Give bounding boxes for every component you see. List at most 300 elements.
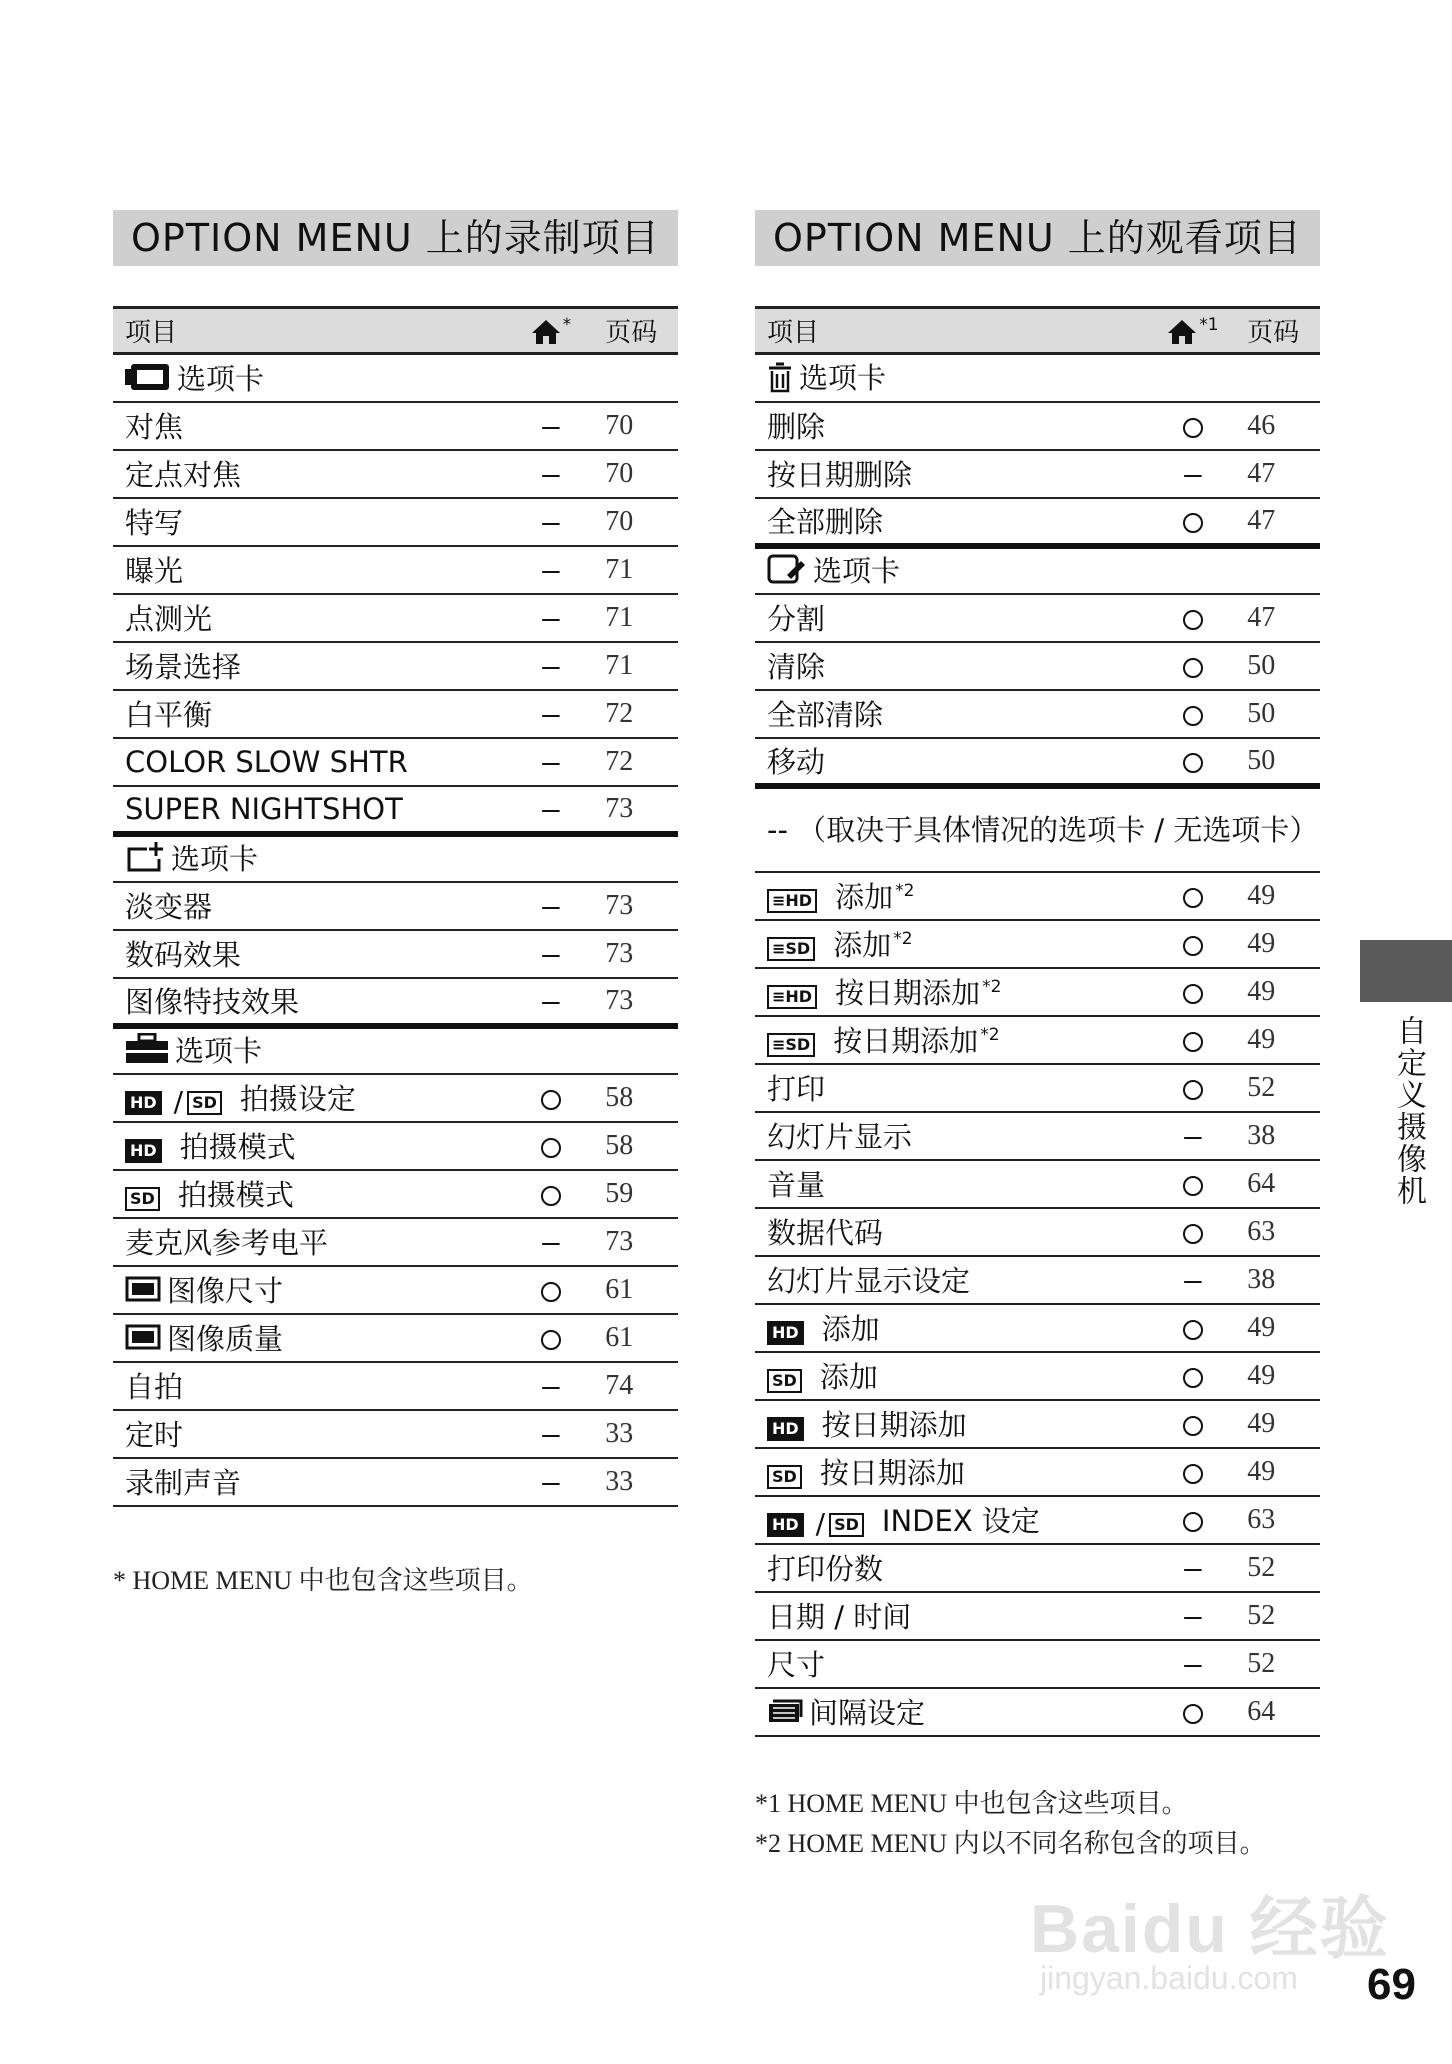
footnote-ref: *2 <box>893 929 913 950</box>
dash-mark: – <box>542 552 560 587</box>
home-cell <box>509 1458 594 1506</box>
item-label: COLOR SLOW SHTR <box>125 744 408 779</box>
circle-mark-icon <box>1183 706 1203 726</box>
home-cell <box>1151 1544 1236 1592</box>
table-row <box>113 1362 678 1410</box>
page-cell: 58 <box>593 1122 678 1170</box>
circle-mark-icon <box>1183 888 1203 908</box>
table-row <box>755 1544 1320 1592</box>
item-cell <box>113 1122 509 1170</box>
circle-mark-icon <box>541 1138 561 1158</box>
table-row <box>113 690 678 738</box>
item-cell <box>113 450 509 498</box>
page-cell: 73 <box>593 978 678 1026</box>
item-cell <box>755 402 1151 450</box>
hd-badge-icon: HD <box>767 1513 804 1537</box>
effect-tab-icon <box>125 841 165 880</box>
item-label: 打印 <box>767 1072 826 1106</box>
item-cell <box>113 594 509 642</box>
watermark-url: jingyan.baidu.com <box>1040 1960 1298 1996</box>
table-row <box>755 1304 1320 1352</box>
home-icon <box>1167 319 1197 345</box>
hd-badge-icon: HD <box>125 1091 162 1115</box>
category-row <box>113 354 678 402</box>
table-row <box>755 594 1320 642</box>
category-row <box>113 834 678 882</box>
dash-mark: – <box>542 504 560 539</box>
item-cell <box>113 1218 509 1266</box>
page-cell: 63 <box>1235 1496 1320 1544</box>
item-cell <box>755 1448 1151 1496</box>
table-header-row <box>755 308 1320 354</box>
page-cell: 70 <box>593 450 678 498</box>
home-mark: *1 <box>1199 314 1219 335</box>
table-row <box>113 882 678 930</box>
page-cell: 73 <box>593 882 678 930</box>
item-label: 数据代码 <box>767 1216 884 1250</box>
item-label: 删除 <box>767 410 826 444</box>
page-cell: 49 <box>1235 872 1320 920</box>
item-cell <box>755 1112 1151 1160</box>
item-label: 图像质量 <box>167 1321 284 1356</box>
item-cell <box>113 834 678 882</box>
page-cell: 49 <box>1235 1448 1320 1496</box>
footnote-ref: *2 <box>982 977 1002 998</box>
home-cell <box>1151 872 1236 920</box>
table-row <box>113 642 678 690</box>
sd-badge-icon: SD <box>767 1369 802 1393</box>
right-section-title: OPTION MENU 上的观看项目 <box>755 210 1320 266</box>
home-cell <box>509 450 594 498</box>
header-item: 项目 <box>755 308 1151 354</box>
dash-mark: – <box>542 456 560 491</box>
item-label: 图像特技效果 <box>125 985 300 1019</box>
page-cell: 61 <box>593 1266 678 1314</box>
item-cell <box>113 546 509 594</box>
item-label: 打印份数 <box>767 1552 884 1586</box>
viewing-items-table <box>755 306 1320 1737</box>
home-cell <box>1151 594 1236 642</box>
home-cell <box>509 642 594 690</box>
table-row <box>113 402 678 450</box>
home-cell <box>1151 642 1236 690</box>
item-cell <box>113 1458 509 1506</box>
film-icon <box>767 1697 803 1732</box>
dash-mark: – <box>1184 1598 1202 1633</box>
home-icon <box>531 319 561 345</box>
table-row <box>113 546 678 594</box>
item-cell <box>755 1592 1151 1640</box>
right-table-body <box>755 354 1320 1736</box>
page-cell: 59 <box>593 1170 678 1218</box>
slash-separator: / <box>173 1085 184 1118</box>
item-label: 选项卡 <box>177 361 265 396</box>
item-label: 选项卡 <box>171 841 259 876</box>
dash-mark: – <box>542 696 560 731</box>
header-home <box>509 308 594 354</box>
circle-mark-icon <box>1183 1512 1203 1532</box>
side-tab-marker <box>1360 940 1452 1002</box>
item-label: 幻灯片显示 <box>767 1120 913 1154</box>
page-cell: 49 <box>1235 1400 1320 1448</box>
home-cell <box>509 1170 594 1218</box>
home-cell <box>1151 1688 1236 1736</box>
dash-mark: – <box>542 1368 560 1403</box>
left-column <box>113 210 678 1507</box>
home-cell <box>1151 1448 1236 1496</box>
dash-mark: – <box>1184 1262 1202 1297</box>
item-cell <box>755 1640 1151 1688</box>
item-label: 选项卡 <box>799 361 887 395</box>
item-label: -- （取决于具体情况的选项卡 / 无选项卡） <box>767 812 1319 847</box>
table-row <box>755 1448 1320 1496</box>
hd-badge-icon: HD <box>125 1139 162 1163</box>
home-cell <box>509 1122 594 1170</box>
item-label: 定点对焦 <box>125 458 242 492</box>
item-cell <box>755 1016 1151 1064</box>
format-badges <box>767 978 825 1012</box>
home-cell <box>509 930 594 978</box>
table-row <box>755 1592 1320 1640</box>
home-cell <box>509 1074 594 1122</box>
circle-mark-icon <box>1183 658 1203 678</box>
page-cell: 52 <box>1235 1592 1320 1640</box>
home-cell <box>1151 402 1236 450</box>
table-row <box>755 1064 1320 1112</box>
page-cell: 73 <box>593 786 678 834</box>
category-row <box>755 354 1320 402</box>
sd-badge-icon: ≡SD <box>767 937 815 961</box>
home-cell <box>1151 1400 1236 1448</box>
hd-badge-icon: ≡HD <box>767 985 817 1009</box>
circle-mark-icon <box>541 1090 561 1110</box>
item-label: INDEX 设定 <box>881 1504 1040 1538</box>
table-row <box>755 1016 1320 1064</box>
page-cell: 72 <box>593 690 678 738</box>
table-row <box>755 1688 1320 1736</box>
home-cell <box>509 546 594 594</box>
table-row <box>755 968 1320 1016</box>
item-label: 按日期添加 <box>835 976 981 1010</box>
item-label: 场景选择 <box>125 650 242 684</box>
header-page: 页码 <box>593 308 678 354</box>
item-cell <box>113 738 509 786</box>
hd-badge-icon: HD <box>767 1321 804 1345</box>
table-row <box>755 738 1320 786</box>
edit-tab-icon <box>767 553 807 592</box>
camera-tab-icon <box>125 362 171 399</box>
item-cell <box>755 738 1151 786</box>
header-home <box>1151 308 1236 354</box>
item-cell <box>113 786 509 834</box>
footnote-ref: *2 <box>980 1025 1000 1046</box>
circle-mark-icon <box>1183 1176 1203 1196</box>
page-cell: 63 <box>1235 1208 1320 1256</box>
item-cell <box>755 1544 1151 1592</box>
home-cell <box>1151 1160 1236 1208</box>
footnote-2: *2 HOME MENU 内以不同名称包含的项目。 <box>755 1829 1266 1858</box>
home-cell <box>1151 450 1236 498</box>
left-section-title: OPTION MENU 上的录制项目 <box>113 210 678 266</box>
trash-tab-icon <box>767 361 793 400</box>
item-cell <box>755 968 1151 1016</box>
page-cell: 49 <box>1235 1352 1320 1400</box>
item-cell <box>755 354 1320 402</box>
table-row <box>113 1266 678 1314</box>
home-cell <box>1151 920 1236 968</box>
dash-mark: – <box>542 791 560 826</box>
item-label: 按日期添加 <box>833 1024 979 1058</box>
table-row <box>755 1400 1320 1448</box>
item-label: 录制声音 <box>125 1466 242 1500</box>
item-label: 拍摄设定 <box>239 1082 356 1116</box>
home-cell <box>509 690 594 738</box>
home-cell <box>509 1362 594 1410</box>
dash-mark: – <box>1184 1118 1202 1153</box>
table-row <box>113 978 678 1026</box>
home-cell <box>509 1314 594 1362</box>
table-row <box>755 1160 1320 1208</box>
sd-badge-icon: SD <box>125 1187 160 1211</box>
home-cell <box>1151 690 1236 738</box>
table-row <box>113 498 678 546</box>
item-cell <box>113 354 678 402</box>
page-cell: 72 <box>593 738 678 786</box>
item-label: 拍摄模式 <box>179 1130 296 1164</box>
page-cell: 50 <box>1235 642 1320 690</box>
home-cell <box>1151 1352 1236 1400</box>
item-cell <box>755 1496 1151 1544</box>
table-row <box>113 1074 678 1122</box>
page-cell: 64 <box>1235 1688 1320 1736</box>
item-label: 移动 <box>767 745 826 779</box>
item-cell <box>113 1170 509 1218</box>
home-cell <box>1151 1496 1236 1544</box>
circle-mark-icon <box>1183 1032 1203 1052</box>
home-cell <box>1151 1016 1236 1064</box>
dash-mark: – <box>542 744 560 779</box>
circle-mark-icon <box>541 1330 561 1350</box>
item-cell <box>755 498 1151 546</box>
item-cell <box>755 1064 1151 1112</box>
category-row <box>113 1026 678 1074</box>
format-badges <box>125 1084 230 1118</box>
page-cell: 73 <box>593 1218 678 1266</box>
table-row <box>755 786 1320 872</box>
item-cell <box>755 1160 1151 1208</box>
page-cell: 58 <box>593 1074 678 1122</box>
item-label: 定时 <box>125 1418 184 1452</box>
item-label: 全部清除 <box>767 698 884 732</box>
home-cell <box>509 882 594 930</box>
table-row <box>755 1256 1320 1304</box>
item-cell <box>113 1074 509 1122</box>
home-cell <box>1151 738 1236 786</box>
item-label: 幻灯片显示设定 <box>767 1264 971 1298</box>
page-cell: 52 <box>1235 1640 1320 1688</box>
page-cell: 74 <box>593 1362 678 1410</box>
circle-mark-icon <box>1183 1320 1203 1340</box>
page-cell: 64 <box>1235 1160 1320 1208</box>
page-cell: 33 <box>593 1458 678 1506</box>
item-label: 全部删除 <box>767 505 884 539</box>
table-row <box>755 872 1320 920</box>
circle-mark-icon <box>541 1186 561 1206</box>
dash-mark: – <box>1184 1550 1202 1585</box>
page-cell: 71 <box>593 642 678 690</box>
circle-mark-icon <box>541 1282 561 1302</box>
dash-mark: – <box>542 983 560 1018</box>
table-row <box>755 1208 1320 1256</box>
table-row <box>755 498 1320 546</box>
item-label: 图像尺寸 <box>167 1273 284 1308</box>
item-cell <box>113 690 509 738</box>
item-cell <box>113 1410 509 1458</box>
sd-badge-icon: ≡SD <box>767 1033 815 1057</box>
format-badges <box>767 1314 812 1348</box>
dash-mark: – <box>1184 1646 1202 1681</box>
item-cell <box>113 1314 509 1362</box>
table-row <box>113 1458 678 1506</box>
home-cell <box>1151 1304 1236 1352</box>
table-row <box>755 1352 1320 1400</box>
item-cell <box>113 498 509 546</box>
item-cell <box>755 642 1151 690</box>
page-cell: 49 <box>1235 968 1320 1016</box>
table-row <box>755 920 1320 968</box>
home-cell <box>509 402 594 450</box>
item-label: 麦克风参考电平 <box>125 1226 329 1260</box>
circle-mark-icon <box>1183 753 1203 773</box>
side-tab-label: 自定义摄像机 <box>1391 1015 1426 1207</box>
format-badges <box>767 1362 810 1396</box>
circle-mark-icon <box>1183 1464 1203 1484</box>
home-cell <box>1151 1064 1236 1112</box>
page-cell: 73 <box>593 930 678 978</box>
circle-mark-icon <box>1183 418 1203 438</box>
slash-separator: / <box>815 1507 826 1540</box>
page-number: 69 <box>1367 1960 1416 2009</box>
page-cell: 47 <box>1235 594 1320 642</box>
circle-mark-icon <box>1183 513 1203 533</box>
item-label: 添加 <box>819 1360 878 1394</box>
page-cell: 47 <box>1235 498 1320 546</box>
circle-mark-icon <box>1183 1224 1203 1244</box>
table-row <box>755 690 1320 738</box>
home-cell <box>509 978 594 1026</box>
recording-items-table <box>113 306 678 1507</box>
home-mark: * <box>562 314 572 335</box>
table-row <box>755 450 1320 498</box>
footnote-1: *1 HOME MENU 中也包含这些项目。 <box>755 1789 1188 1818</box>
item-label: 选项卡 <box>175 1033 263 1068</box>
home-cell <box>509 738 594 786</box>
page-cell: 71 <box>593 546 678 594</box>
item-label: 曝光 <box>125 554 184 588</box>
item-label: 对焦 <box>125 410 184 444</box>
page-cell: 70 <box>593 402 678 450</box>
dash-mark: – <box>542 888 560 923</box>
table-row <box>113 786 678 834</box>
format-badges <box>767 1026 823 1060</box>
sd-badge-icon: SD <box>187 1091 222 1115</box>
page-cell: 71 <box>593 594 678 642</box>
home-cell <box>1151 1112 1236 1160</box>
table-row <box>755 402 1320 450</box>
page-cell: 52 <box>1235 1544 1320 1592</box>
format-badges <box>767 1410 812 1444</box>
sd-badge-icon: SD <box>767 1465 802 1489</box>
dash-mark: – <box>542 936 560 971</box>
header-item: 项目 <box>113 308 509 354</box>
item-cell <box>113 402 509 450</box>
home-cell <box>509 786 594 834</box>
home-cell <box>509 1266 594 1314</box>
page-cell: 61 <box>593 1314 678 1362</box>
item-cell <box>755 1688 1151 1736</box>
item-cell <box>755 786 1320 872</box>
page-cell: 49 <box>1235 920 1320 968</box>
item-cell <box>755 1208 1151 1256</box>
page-cell: 33 <box>593 1410 678 1458</box>
table-header-row <box>113 308 678 354</box>
home-cell <box>1151 1208 1236 1256</box>
format-badges <box>767 930 823 964</box>
item-label: 添加 <box>835 880 894 914</box>
page-cell: 70 <box>593 498 678 546</box>
circle-mark-icon <box>1183 1704 1203 1724</box>
table-row <box>113 1170 678 1218</box>
home-cell <box>1151 1592 1236 1640</box>
item-label: 按日期添加 <box>819 1456 965 1490</box>
table-row <box>755 1640 1320 1688</box>
format-badges <box>767 882 825 916</box>
table-row <box>113 1314 678 1362</box>
dash-mark: – <box>542 600 560 635</box>
table-row <box>113 1122 678 1170</box>
category-row <box>755 546 1320 594</box>
item-cell <box>113 978 509 1026</box>
item-cell <box>755 546 1320 594</box>
home-cell <box>509 1218 594 1266</box>
right-column <box>755 210 1320 1737</box>
table-row <box>113 450 678 498</box>
item-cell <box>755 1256 1151 1304</box>
page-cell: 38 <box>1235 1256 1320 1304</box>
page-cell: 49 <box>1235 1304 1320 1352</box>
item-cell <box>113 1026 678 1074</box>
left-footnote: * HOME MENU 中也包含这些项目。 <box>113 1566 533 1595</box>
item-cell <box>755 450 1151 498</box>
table-row <box>755 642 1320 690</box>
dash-mark: – <box>1184 456 1202 491</box>
format-badges <box>767 1506 872 1540</box>
dash-mark: – <box>542 1464 560 1499</box>
item-cell <box>755 594 1151 642</box>
home-cell <box>1151 968 1236 1016</box>
page-cell: 50 <box>1235 690 1320 738</box>
home-cell <box>1151 498 1236 546</box>
item-label: SUPER NIGHTSHOT <box>125 791 403 826</box>
table-row <box>113 930 678 978</box>
page-cell: 52 <box>1235 1064 1320 1112</box>
photo-icon <box>125 1275 161 1310</box>
table-row <box>113 1410 678 1458</box>
item-label: 淡变器 <box>125 890 213 924</box>
table-row <box>113 738 678 786</box>
right-footnotes <box>755 1784 1266 1864</box>
home-cell <box>509 594 594 642</box>
